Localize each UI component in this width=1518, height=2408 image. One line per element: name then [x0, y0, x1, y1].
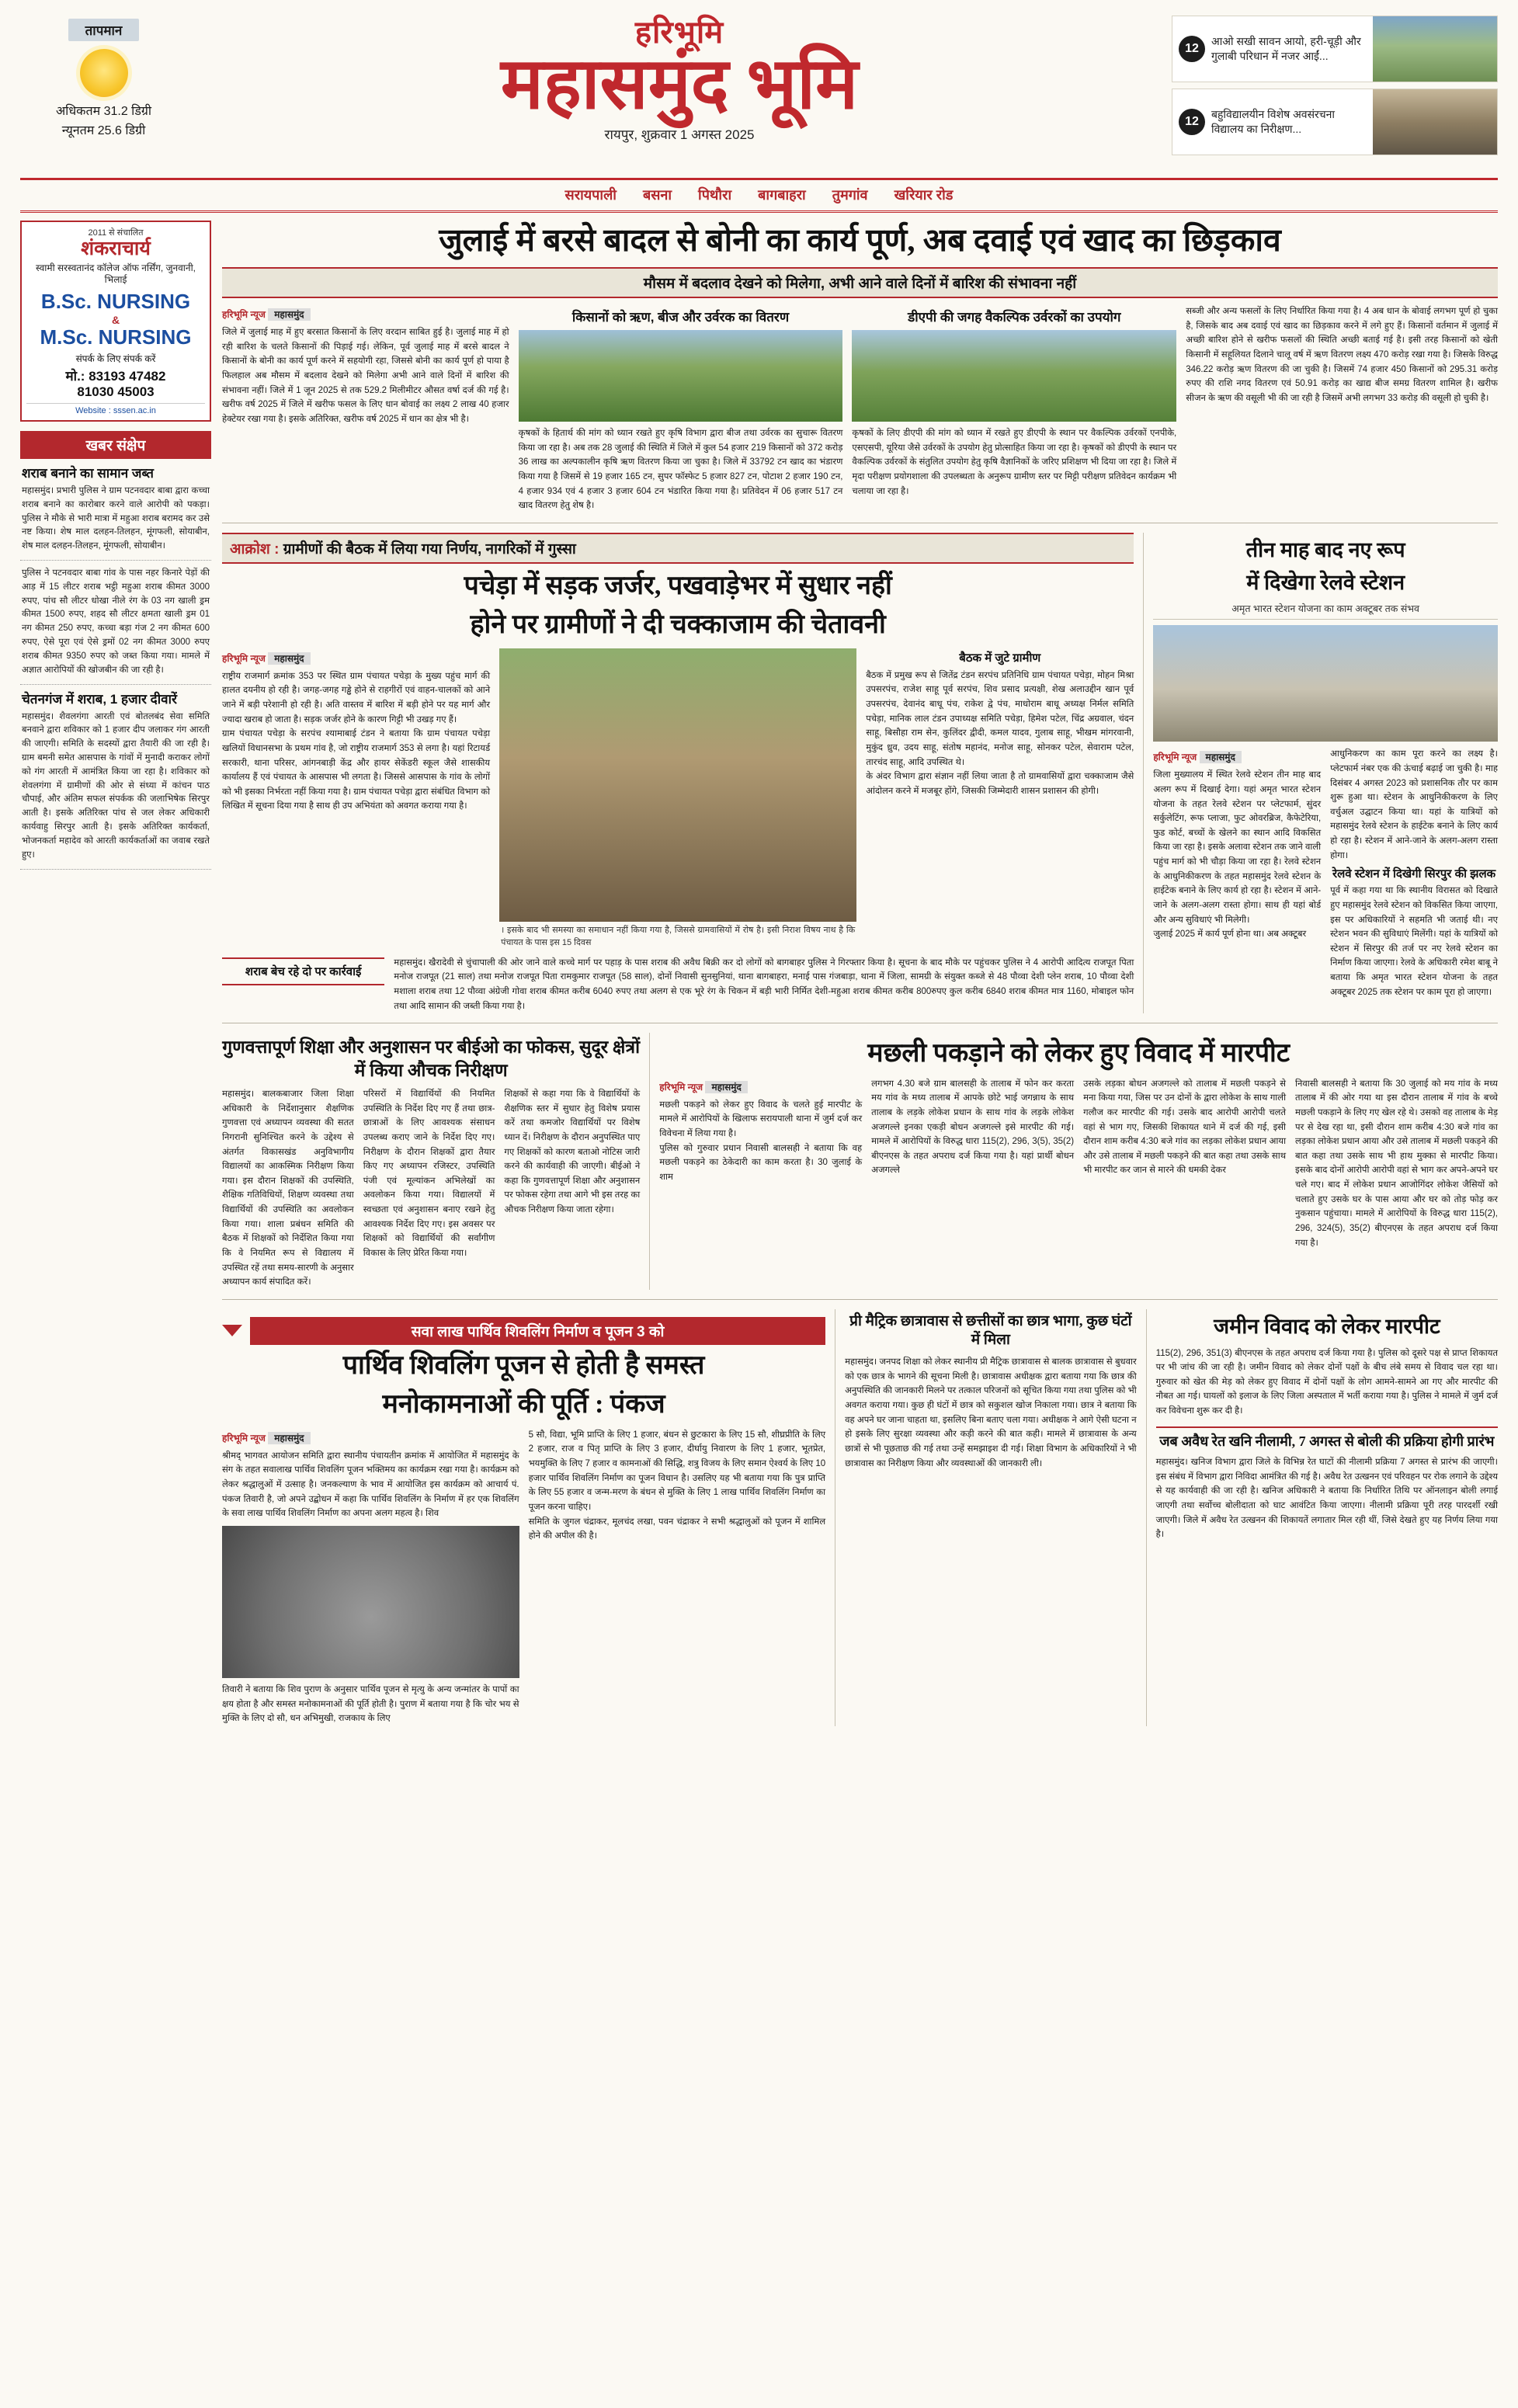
anger-headline-line1: पचेड़ा में सड़क जर्जर, पखवाड़ेभर में सुधार नहीं — [464, 571, 892, 600]
fourth-section — [222, 1309, 1498, 1726]
byline-location: महासमुंद — [268, 652, 310, 665]
advertisement-nursing-college[interactable] — [20, 221, 211, 422]
railway-body-3: पूर्व में कहा गया था कि स्थानीय विरासत को दिखाते हुए महासमुंद रेलवे स्टेशन को विकसित किया जाएगा, इस पर अधिकारियों ने सहमति भी जताई थी। नए स्टेशन भवन की सुविधाएं मिलेंगी। यहां के यात्रियों को स्टेशन में सिरपुर की तर्ज पर नए रेलवे स्टेशन का निर्माण किया जाएगा। रेलवे के अधिकारी रमेश बाबू ने बताया कि अमृत भारत स्टेशन योजना के तहत अक्टूबर 2025 तक स्टेशन पर काम पूरा हो जाएगा। — [1330, 886, 1498, 997]
fight-col-1 — [659, 1077, 862, 1251]
railway-photo — [1153, 625, 1498, 742]
railway-col-1 — [1153, 747, 1321, 999]
anger-body-3: के अंदर विभाग द्वारा संज्ञान नहीं लिया जाता है तो ग्रामवासियों द्वारा चक्काजाम जैसे आंदोलन करने में मजबूर होंगे, जिसकी जिम्मेदारी शासन प्रशासन की होगी। — [866, 772, 1134, 796]
byline — [222, 1431, 519, 1444]
brief-title: शराब बनाने का सामान जब्त — [22, 465, 154, 481]
lead-col-1 — [222, 304, 509, 513]
temperature-widget — [20, 14, 187, 141]
liquor-story — [222, 956, 1134, 1014]
byline-outlet: हरिभूमि न्यूज — [222, 1432, 266, 1444]
byline-outlet: हरिभूमि न्यूज — [222, 309, 266, 321]
byline-location: महासमुंद — [705, 1081, 747, 1093]
railway-subhead: रेलवे स्टेशन में दिखेगी सिरपुर की झलक — [1332, 867, 1496, 881]
shiv-body-2: 5 सौ, विद्या, भूमि प्राप्ति के लिए 1 हजार, बंधन से छुटकारा के लिए 15 सौ, शीघ्रप्रीति के लिए 2 हजार, राज व पितृ प्राप्ति के लिए 3 हजार, दीर्घायु निवारण के लिए 1 हजार, भूतप्रेत, भयमुक्ति के लिए 7 हजार व कामनाओं की सिद्धि, शत्रु विजय के लिए समान ऐश्वर्य के लिए 10 हजार पार्थिव शिवलिंग निर्माण का पूजन विधान है। उसलिए यह भी बताया गया कि पुत्र प्राप्ति के लिए 55 हजार व जन्म-मरण के बंधन से मुक्ति के लिए 1 लाख पार्थिव शिवलिंग निर्माण का पूजन करना चाहिए। — [528, 1430, 826, 1512]
shiv-columns — [222, 1428, 825, 1726]
ad-phone-1: मो.: 83193 47482 — [65, 368, 166, 384]
lead-col-2 — [519, 304, 843, 513]
brand-main: महासमुंद भूमि — [500, 44, 859, 123]
sun-icon — [80, 49, 128, 97]
student-body: महासमुंद। जनपद शिक्षा को लेकर स्थानीय प्री मैट्रिक छात्रावास से बालक छात्रावास से बुधवार को एक छात्र के भागने की सूचना मिली है। छात्रावास अधीक्षक द्वारा बताया गया कि छात्र की अनुपस्थिति की जानकारी मिलने पर तत्काल परिजनों को सूचित किया गया तथा पुलिस को भी अवगत कराया गया। कुछ ही घंटों में छात्र को सकुशल खोज निकाला गया। छात्र ने बताया कि वह अपने घर जाना चाहता था, इसलिए बिना बताए चला गया। अधीक्षक ने आगे ऐसी घटना न हो इसके लिए सुरक्षा व्यवस्था और कड़ी करने की बात कही। मामले में छात्रावास के अन्य छात्रों से भी पूछताछ की गई तथा उन्हें समझाइश दी गई। शिक्षा विभाग के अधिकारियों ने भी छात्रावास का निरीक्षण किया और व्यवस्थाओं की जानकारी ली। — [845, 1357, 1137, 1468]
shiv-body-1b: तिवारी ने बताया कि शिव पुराण के अनुसार पार्थिव पूजन से मृत्यु के अन्य जन्मांतर के पापों का क्षय होता है और समस्त मनोकामनाओं की पूर्ति होती है। पुराण में बताया गया है कि चोर भय से मुक्ति के लिए दो सौ, धन अभिमुखी, राजकाय के लिए — [222, 1684, 519, 1724]
land-headline: जमीन विवाद को लेकर मारपीट — [1214, 1314, 1440, 1338]
brief-text: महासमुंद। प्रभारी पुलिस ने ग्राम पटनवदार बाबा द्वारा कच्चा शराब बनाने का कारोबार करने वाले आरोपी को पकड़ा। पुलिस ने मौके से भारी मात्रा में महुआ शराब बरामद कर उसे नष्ट किया। शेष माल दलहन-तिलहन, मूंगफली, सोयाबीन, शेष माल दलहन-तिलहन, मूंगफली, सोयाबीन। — [22, 485, 210, 551]
anger-box-text: बैठक में प्रमुख रूप से जितेंद्र टंडन सरपंच प्रतिनिधि ग्राम पंचायत पचेड़ा, मोहन मिश्रा उपसरपंच, राजेश साहू पूर्व सरपंच, शिव प्रसाद प्रत्यक्षी, शेख अलाउद्दीन खान पूर्व उपसरपंच, देवानंद बाधू पंच, राकेश द्वे पंच, माधोराम बाधू अध्यक्ष निर्मल समिति पचेड़ा, मानिक लाल टंडन उपाध्यक्ष समिति पचेड़ा, हिमेश पटेल, चिंद्र अग्रवाल, चंदन साहू, बिसौहा राम सेन, कुलिंदर द्वीदी, कमल यादव, गुलाब साहू, भीखम मांगरवानी, मुकुंद ध्रुव, उदय साहू, संतोष महानंद, मनोज साहू, सोनकर पटेल, सेवाराम पटेल, तारचंद साहू, आदि उपस्थित थे। — [866, 670, 1134, 767]
ad-website[interactable]: Website : sssen.ac.in — [26, 403, 205, 415]
brief-text: पुलिस ने पटनवदार बाबा गांव के पास नहर किनारे पेड़ों की आड़ में 15 लीटर शराब भट्ठी महुआ शराब कीमत 3000 रुपए, पांच सौ लीटर धोखा नीले रंग के 03 नग खाली ड्रम कीमत 1500 रुपए, शहद सौ लीटर क्षमता खाली ड्रम 01 नग कीमत 250 रुपए, कच्चा बड़ा गंज 2 नग कीमत 600 रुपए, ऐसे पूरा एवं ऐसे ड्रमों 02 नग कीमत 3000 रुपए शराब कीमत 9350 रुपए को जब्त किया गया। मामले में अज्ञात आरोपियों की खोजबीन की जा रही है। — [22, 568, 210, 675]
edition-item[interactable]: बसना — [642, 187, 672, 203]
edition-item[interactable]: खरियार रोड — [894, 187, 954, 203]
lead-photo-field — [852, 330, 1176, 422]
shiv-body-1: श्रीमद् भागवत आयोजन समिति द्वारा स्थानीय पंचायतीन क्रमांक में आयोजित में महासमुंद के संग के तहत सवालाख पार्थिव शिवलिंग पूजन भक्तिमय का कार्यक्रम रखा गया है। कार्यक्रम को लेकर श्रद्धालुओं में उत्साह है। जनकल्याण के भाव में आयोजित इस कार्यक्रम को आचार्य पं. पंकज तिवारी है, जो अपने उद्बोधन में कहा कि पार्थिव शिवलिंग के निर्माण में हर एक शिवलिंग के सवा लाख पार्थिव शिवलिंग निर्माण का अपना अलग महत्व है। शिव — [222, 1451, 519, 1519]
railway-note: अमृत भारत स्टेशन योजना का काम अक्टूबर तक संभव — [1153, 602, 1498, 620]
student-headline: प्री मैट्रिक छात्रावास से छत्तीसों का छात्र भागा, कुछ घंटों में मिला — [849, 1312, 1132, 1349]
ad-course-msc: M.Sc. NURSING — [40, 325, 192, 349]
anger-photo-caption: । इसके बाद भी समस्या का समाधान नहीं किया गया है, जिससे ग्रामवासियों में रोष है। इसी निराश विषय नाथ है कि पंचायत के पास इस 15 दिवस — [501, 925, 856, 947]
news-brief-item[interactable] — [20, 685, 211, 870]
fight-body-1b: पुलिस को गुरुवार प्रधान निवासी बालसही ने बताया कि वह मछली पकड़ने का ठेकेदारी का काम करता है। 30 जुलाई के शाम — [659, 1143, 863, 1182]
brief-text: महासमुंद। शैवलगंगा आरती एवं बोतलबंद सेवा समिति बनवाने द्वारा शविकार को 1 हजार दीप जलाकर गंग आरती की जाएगी। समिति के सदस्यों द्वारा तैयारी की जा रही है। ग्राम बमनी समेत आसपास के गांवों में मुनादी कराकर लोगों को गंग आरती में आमंत्रित किया जा रहा है। शविकार को शेवलगंगा में ग्रामीणों की ओर से संध्या में कांचन पाठ चौपाई, और अंतिम सफल संपर्कक की जलाभिषेक सिरपुर आती है। इसके अतिरिक्त पांच से जल लेकर अधिकारी कार्यवाहु सिरपुर आती है। इसके अतिरिक्त कार्यकर्ता, भोजनकर्ता महादेव को आरती कार्यकर्ताओं का जवाब रखते हुए। — [22, 711, 210, 860]
anger-body-1b: ग्राम पंचायत पचेड़ा के सरपंच श्यामाबाई टंडन ने बताया कि ग्राम पंचायत पचेड़ा खलियों विधानसभा के प्रथम गांव है, जो राष्ट्रीय राजमार्ग 353 से लगा है। यहां रिटायर्ड सरकारी, थाना परिसर, आंगनबाड़ी केंद्र और हायर सेकेंडरी स्कूल जैसे शासकीय कार्यालय हैं एवं पंचायत के आसपास भी लगता है। जिससे आसपास के गांव के लोगों को भी इसका निर्भरता नहीं किया गया है। ग्राम पंचायत पचेड़ा द्वारा संबंधित विभाग को लिखित में सूचना दिया गया है साथ ही उप अभियंता को अवगत कराया गया है। — [222, 729, 491, 811]
third-section — [222, 1033, 1498, 1290]
byline — [222, 652, 490, 665]
brief-title: चेतनगंज में शराब, 1 हजार दीवारें — [22, 691, 177, 707]
lead-body-3: कृषकों के लिए डीएपी की मांग को ध्यान में रखते हुए डीएपी के स्थान पर वैकल्पिक उर्वरकों एनपीके, एसएसपी, यूरिया जैसे उर्वरकों के उपयोग हेतु प्रोत्साहित किया जा रहा है। कृषकों को डीएपी के स्थान पर वैकल्पिक उर्वरकों के संतुलित उपयोग हेतु कृषि वैज्ञानिकों के जरिए प्रशिक्षण भी दिया जा रहा है। जिले में मृदा परीक्षण प्रयोगशाला की उपलब्धता के अनुरूप ग्रामीण स्तर पर मिट्टी परीक्षण प्रतिवेदन कार्यक्रम भी चलाया जा रहा है। — [852, 429, 1177, 496]
edition-item[interactable]: तुमगांव — [832, 187, 868, 203]
news-brief-header: खबर संक्षेप — [20, 431, 211, 459]
beo-body-2: परिसरों में विद्यार्थियों की नियमित उपस्थिति के निर्देश दिए गए हैं तथा छात्र-छात्राओं के लिए आवश्यक संसाधन उपलब्ध कराए जाने के निर्देश दिए गए। निरीक्षण के दौरान शिक्षकों द्वारा तैयार किए गए अध्यापन रजिस्टर, उपस्थिति पंजी एवं मूल्यांकन अभिलेखों का अवलोकन किया गया। विद्यालयों में स्वच्छता एवं अनुशासन बनाए रखने हेतु आवश्यक निर्देश दिए गए। इस अवसर पर शिक्षकों को विद्यार्थियों की सर्वांगीण विकास के लिए प्रेरित किया गया। — [363, 1089, 495, 1258]
promo-column — [1172, 14, 1498, 155]
title-block — [187, 14, 1172, 143]
railway-headline-line2: में दिखेगा रेलवे स्टेशन — [1246, 570, 1405, 594]
ad-phone-2: 81030 45003 — [77, 384, 155, 399]
temperature-min: न्यूनतम 25.6 डिग्री — [61, 124, 146, 137]
fight-headline: मछली पकड़ाने को लेकर हुए विवाद में मारपीट — [867, 1039, 1290, 1068]
promo-text: आओ सखी सावन आयो, हरी-चूड़ी और गुलाबी परिधान में नजर आईं... — [1211, 35, 1361, 62]
temperature-label: तापमान — [68, 19, 140, 41]
shiv-band — [222, 1317, 825, 1345]
ad-subtitle: स्वामी सरस्वतानंद कॉलेज ऑफ नर्सिंग, जुनवानी, भिलाई — [35, 262, 196, 286]
edition-item[interactable]: पिथौरा — [698, 187, 732, 203]
shiv-photo — [222, 1526, 519, 1678]
page-body — [20, 221, 1498, 1726]
railway-body-1: जिला मुख्यालय में स्थित रेलवे स्टेशन तीन माह बाद अलग रूप में दिखाई देगा। यहां अमृत भारत स्टेशन योजना के तहत रेलवे स्टेशन पर प्लेटफार्म, सुंदर सर्कुलेटिंग, रूफ प्लाजा, फुट ओवरब्रिज, कैफेटेरिया, फुड कोर्ट, बच्चों के खेलने का स्थान आदि विकसित किया जा रहा है। इसके अलावा स्टेशन तक जाने वाली पहुंच मार्ग को भी चौड़ा किया जा रहा है। रेलवे स्टेशन के आधुनिकीकरण के तहत महासमुंद रेलवे स्टेशन के हाईटेक बनाने के लिए कार्य हो रहा है। स्टेशन में आने-जाने के अलग-अलग रास्ता होगा। साथ ही यहां बोर्ड और अन्य सुविधाएं भी मिलेगी। — [1153, 770, 1322, 925]
promo-photo — [1373, 89, 1497, 155]
liquor-body-wrap — [394, 956, 1134, 1014]
byline-outlet: हरिभूमि न्यूज — [659, 1081, 703, 1093]
land-dispute-story — [1146, 1309, 1498, 1726]
fight-body-2: लगभग 4.30 बजे ग्राम बालसही के तालाब में फोन कर करता मय गांव के मध्य तालाब में आपके छोटे भाई जगन्नाथ के साथ तालाब के लड़के लोकेश प्रधान के साथ गांव के लड़के लोकेश अजगल्ले इनका एकड़ी बोधन अजगल्ले इसे मारपीट की गई। मामले में आरोपियों के विरुद्ध धारा 115(2), 296, 3(5), 35(2) बीएनएस के तहत अपराध दर्ज किया गया है। यहां प्रार्थी बोधन अजगल्ले — [871, 1079, 1075, 1176]
anger-tag: आक्रोश : — [230, 540, 280, 558]
shiv-headline-line1: पार्थिव शिवलिंग पूजन से होती है समस्त — [342, 1350, 705, 1380]
lead-body-1: जिले में जुलाई माह में हुए बरसात किसानों के लिए वरदान साबित हुई है। जुलाई माह में हो रही बारिश के चलते किसानों की पिड़ाई गई। लेकिन, पूर्व जुलाई माह में बरसे बादल ने किसानों के बोनी का कार्य पूर्ण करने में सहयोगी रहा, जिससे बोनी का कार्य पूर्ण हो पाया है फिलहाल अब मौसम में बदलाव देखने को मिलेगा अभी आने वाले दिनों में बारिश की संभावना नहीं। जिले में 1 जून 2025 से तक 529.2 मिलीमीटर औसत वर्षा दर्ज की गई है। खरीफ वर्ष 2025 में जिले में खरीफ फसल के लिए धान बोवाई का लक्ष्य 2 लाख 40 हजार हेक्टेयर रखा गया है। इसके अतिरिक्त, खरीफ वर्ष 2025 में धान का क्षेत्र भी है। — [222, 328, 509, 424]
promo-item[interactable] — [1172, 16, 1498, 82]
lead-col-3 — [852, 304, 1176, 513]
fight-body-4: निवासी बालसही ने बताया कि 30 जुलाई को मय गांव के मध्य तालाब में की ओर गया था इस दौरान तालाब में गांव के बच्चे मछली पकड़ाने के लिए गए खेल रहे थे। उसको वह तालाब के मेड़ पर से देख रहा था, इसी दौरान शाम करीब 4:30 बजे गांव का लड़का लोकेश प्रधान आया और उसे तालाब में मछली पकड़ने की बात कहा तथा उसके साथ भी हाथ मुक्का से मारपीट किया। इसके बाद दोनों आरोपी आरोपी वहां से भाग कर अपने-अपने घर चले गए। बाद में लोकेश प्रधान आजोगिंदर लोकेश जैसियों को चलाते हुए उसके घर के पास आया और घर को तोड़ फोड़ कर नुकसान पहुंचाया। मामले में आरोपियों के विरुद्ध धारा 115(2), 296, 324(5), 35(2) बीएनएस के तहत अपराध दर्ज किया गया है। — [1295, 1079, 1498, 1248]
railway-body-2: आधुनिकरण का काम पूरा करने का लक्ष्य है। प्लेटफार्म नंबर एक की ऊंचाई बढ़ाई जा चुकी है। माह दिसंबर 4 अगस्त 2023 को प्रशासनिक तौर पर काम शुरू हुआ था। स्टेशन के आधुनिकीकरण के लिए वर्चुअल उद्घाटन किया था। यहां के यात्रियों को महासमुंद रेलवे स्टेशन के हाईटेक बनाने के लिए कार्य हो रहा है। स्टेशन में आने-जाने के अलग-अलग रास्ता होगा। — [1330, 749, 1498, 860]
edition-list — [20, 180, 1498, 213]
anger-col-1 — [222, 648, 490, 950]
student-story — [835, 1309, 1137, 1726]
fishing-fight-story — [649, 1033, 1498, 1290]
liquor-body: महासमुंद। खैरादेवी से चुंचापाली की ओर जाने वाले कच्चे मार्ग पर पहाड़ के पास शराब की अवैध बिक्री कर दो लोगों को बागबाहर पुलिस ने गिरफ्तार किया है। सूचना के बाद मौके पर पहुंचकर पुलिस ने 4 आरोपी आदित्य राजपूत पिता मनोज राजपूत (21 साल) तथा मनोज राजपूत पिता रामकुमार राजपूत (58 साल), दोनों निवासी सुनसुनियां, थाना बागबाहरा, मनाई पास गंजबाड़ा, थाना में जिला, सामग्री के संयुक्त कब्जे से 48 पौव्वा देशी प्लेन शराब, 10 पौव्वा देशी मशाला शराब तथा 12 पौव्वा अंग्रेजी गोवा शराब कीमत करीब 6040 रुपए तथा अलग से एक भूरे रंग के चिकन में बड़ी भारी निर्मित देशी-महुआ शराब कीमत करीब 800रुपए कुल करीब 6840 शराब कीमत मात्र 1160, मोबाइल फोन तथा आदि सामान की जब्ती किया गया है। — [394, 957, 1134, 1011]
anger-col-2 — [499, 648, 856, 950]
beo-story — [222, 1033, 640, 1290]
byline-outlet: हरिभूमि न्यूज — [1153, 752, 1197, 763]
byline-location: महासमुंद — [268, 1432, 310, 1444]
promo-page-number: 12 — [1179, 109, 1205, 135]
ad-ampersand: & — [111, 313, 120, 326]
fight-columns — [659, 1077, 1498, 1251]
lead-photo-crop — [519, 330, 843, 422]
anger-story — [222, 533, 1134, 1013]
anger-box-head: बैठक में जुटे ग्रामीण — [959, 651, 1041, 665]
railway-story — [1143, 533, 1498, 1013]
byline — [1153, 750, 1321, 763]
ad-course-bsc: B.Sc. NURSING — [40, 289, 191, 313]
lead-col-4 — [1186, 304, 1498, 513]
shiv-story — [222, 1309, 825, 1726]
byline-outlet: हरिभूमि न्यूज — [222, 652, 266, 664]
masthead — [20, 14, 1498, 173]
liquor-headline: शराब बेच रहे दो पर कार्रवाई — [222, 957, 384, 985]
mid-section — [222, 533, 1498, 1013]
railway-body-4: जुलाई 2025 में कार्य पूर्ण होना था। अब अक्टूबर — [1153, 929, 1307, 940]
main-column — [222, 221, 1498, 1726]
lead-headline: जुलाई में बरसे बादल से बोनी का कार्य पूर्ण, अब दवाई एवं खाद का छिड़काव — [439, 222, 1281, 258]
railway-headline-line1: तीन माह बाद नए रूप — [1245, 537, 1405, 561]
lead-kicker: मौसम में बदलाव देखने को मिलेगा, अभी आने वाले दिनों में बारिश की संभावना नहीं — [222, 267, 1498, 298]
news-brief-item[interactable] — [20, 459, 211, 561]
ad-established: 2011 से संचालित — [88, 228, 144, 238]
fight-body-3: उसके लड़का बोधन अजगल्ले को तालाब में मछली पकड़ने से मना किया गया, जिस पर उन दोनों के द्वारा लोकेश के साथ गाली गलौज कर मारपीट की गई। उसके बाद आरोपी आरोपी चलते वहां से भाग गए, जिसकी शिकायत थाने में दर्ज की गई, इसी दौरान शाम करीब 4:30 बजे गांव का लड़का लोकेश प्रधान आया और उसे तालाब में मछली पकड़ने की बात कहा तथा उसके साथ भी मारपीट कर जान से मारने की धमकी देकर — [1083, 1079, 1287, 1176]
lead-columns — [222, 304, 1498, 513]
shiv-col-2 — [529, 1428, 826, 1726]
lead-body-4: सब्जी और अन्य फसलों के लिए निर्धारित किया गया है। 4 अब धान के बोवाई लगभग पूर्ण हो चुका है, जिसके बाद अब दवाई एवं खाद का छिड़काव करने में लगे हुए हैं। किसानों वर्तमान में जुलाई में अच्छी बारिश होने से खरीफ फसलों की स्थिति अच्छी बताई गई है। इसी तरह किसानों को खेती किसानी में सहूलियत दिलाने चालू वर्ष में ऋण वितरण लक्ष्य 470 करोड़ रखा गया है। जिसके विरुद्ध 346.22 करोड़ ऋण वितरण की जा चुकी है। जिसमें 74 हजार 450 किसानों को 295.31 करोड़ रुपए की राशि नगद वितरण एवं 50.91 करोड़ का खाद्य बीज समग्र वितरण शामिल है। खरीफ सीजन के ऋण की वसूली भी की जा रही है जिसमें अभी लगभग 33 करोड़ की वसूली हो चुकी है। — [1186, 307, 1498, 403]
promo-item[interactable] — [1172, 89, 1498, 155]
byline-location: महासमुंद — [268, 308, 310, 321]
lead-subhead-2: डीएपी की जगह वैकल्पिक उर्वरकों का उपयोग — [908, 310, 1121, 325]
lead-subhead-1: किसानों को ऋण, बीज और उर्वरक का वितरण — [571, 310, 790, 325]
beo-columns — [222, 1087, 640, 1290]
anger-kicker: ग्रामीणों की बैठक में लिया गया निर्णय, नागरिकों में गुस्सा — [283, 540, 576, 558]
shiv-col-1 — [222, 1428, 519, 1726]
lead-story — [222, 221, 1498, 513]
beo-body-3: शिक्षकों से कहा गया कि वे विद्यार्थियों के शैक्षणिक स्तर में सुधार हेतु विशेष प्रयास करें तथा कमजोर विद्यार्थियों पर विशेष ध्यान दें। निरीक्षण के दौरान अनुपस्थित पाए गए शिक्षकों को कारण बताओ नोटिस जारी करने की कार्यवाही की जाएगी। बीईओ ने कहा कि गुणवत्तापूर्ण शिक्षा और अनुशासन पर फोकस रहेगा तथा आगे भी इस तरह का औचक निरीक्षण किया जाता रहेगा। — [504, 1089, 641, 1215]
shiv-body-2b: समिति के जुगल चंद्राकर, मूलचंद लखा, पवन चंद्राकर ने सभी श्रद्धालुओं को पूजन में शामिल होने की अपील की है। — [528, 1517, 826, 1541]
promo-text: बहुविद्यालयीन विशेष अवसंरचना विद्यालय का निरीक्षण... — [1211, 108, 1336, 135]
lead-body-2: कृषकों के हितार्थ की मांग को ध्यान रखते हुए कृषि विभाग द्वारा बीज तथा उर्वरक का सुचारू वितरण किया जा रहा है। अब तक 28 जुलाई की स्थिति में जिले में कुल 54 हजार 219 किसानों को 372 करोड़ 36 लाख का अल्पकालीन कृषि ऋण वितरण किया जा चुका है। जिले में 33792 टन खाद का भंडारण किया गया है जिसमें से 19 हजार 165 टन, सुपर फॉस्फेट 5 हजार 827 टन, पोटाश 2 हजार 190 टन, 4 हजार 934 एवं 4 हजार 3 हजार 604 टन भंडारित किया गया है। प्रतिवेदन में 06 हजार 517 टन खाद वितरण हेतु शेष है। — [518, 429, 843, 511]
byline — [222, 308, 509, 321]
news-brief-item[interactable] — [20, 561, 211, 685]
ad-contact-label: संपर्क के लिए संपर्क करें — [75, 353, 156, 365]
byline-location: महासमुंद — [1200, 751, 1242, 763]
promo-page-number: 12 — [1179, 36, 1205, 62]
land-body: 115(2), 296, 351(3) बीएनएस के तहत अपराध दर्ज किया गया है। पुलिस को दूसरे पक्ष से प्राप्त शिकायत पर भी जांच की जा रही है। जमीन विवाद को लेकर दोनों पक्षों के बीच लंबे समय से विवाद चल रहा था। गुरुवार को खेत की मेड़ को लेकर हुए विवाद में दोनों पक्षों के लोग आमने-सामने आ गए और मारपीट की नौबत आ गई। घायलों को इलाज के लिए जिला अस्पताल में भर्ती कराया गया है। पुलिस ने मामले में जुर्म दर्ज कर विवेचना शुरू कर दी है। — [1155, 1348, 1498, 1416]
anger-columns — [222, 648, 1134, 950]
railway-col-2 — [1330, 747, 1498, 999]
railway-columns — [1153, 747, 1498, 999]
anger-kicker-bar — [222, 533, 1134, 564]
left-rail — [20, 221, 211, 1726]
edition-item[interactable]: सरायपाली — [564, 187, 617, 203]
anger-body-1: राष्ट्रीय राजमार्ग क्रमांक 353 पर स्थित ग्राम पंचायत पचेड़ा के मुख्य पहुंच मार्ग की हालत दयनीय हो रही है। जगह-जगह गड्ढे होने से राहगीरों एवं वाहन-चालकों को आने जाने में बड़ी परेशानी हो रही है। अति वास्तव में बारिश में बड़ी होने पर यह मार्ग और ज्यादा खराब हो जाता है। सड़क जर्जर होने के कारण गिट्टी भी उखड़ गए हैं। — [222, 671, 491, 724]
temperature-max: अधिकतम 31.2 डिग्री — [55, 105, 152, 118]
ad-title: शंकराचार्य — [81, 238, 151, 259]
beo-headline: गुणवत्तापूर्ण शिक्षा और अनुशासन पर बीईओ का फोकस, सुदूर क्षेत्रों में किया औचक निरीक्षण — [222, 1037, 641, 1081]
anger-photo-road — [499, 648, 856, 922]
anger-col-3 — [866, 648, 1134, 950]
promo-photo — [1373, 16, 1497, 82]
shiv-headline-line2: मनोकामनाओं की पूर्ति : पंकज — [382, 1390, 665, 1419]
beo-body-1: महासमुंद। बालकबाजार जिला शिक्षा अधिकारी के निर्देशानुसार शैक्षणिक गुणवत्ता एवं अध्यापन व्यवस्था की सतत निगरानी सुनिश्चित करने के उद्देश्य से अंतर्गत विकासखंड अनुविभागीय विद्यालयों का आकस्मिक निरीक्षण किया गया। इस दौरान शिक्षकों की उपस्थिति, शैक्षिक गतिविधियों, शिक्षण व्यवस्था तथा विद्यार्थियों की उपस्थिति का अवलोकन किया गया। शाला प्रबंधन समिति की बैठक में शिक्षकों को निर्देशित किया गया कि वे नियमित रूप से विद्यालय में उपस्थित रहें तथा समय-सारणी के अनुसार अध्यापन कार्य संपादित करें। — [222, 1089, 354, 1287]
auction-body: महासमुंद। खनिज विभाग द्वारा जिले के विभिन्न रेत घाटों की नीलामी प्रक्रिया 7 अगस्त से प्रारंभ की जाएगी। इस संबंध में विभाग द्वारा निविदा आमंत्रित की गई है। अवैध रेत उत्खनन एवं परिवहन पर रोक लगाने के उद्देश्य से यह कार्यवाही की जा रही है। खनिज अधिकारी ने बताया कि निर्धारित तिथि पर ऑनलाइन बोली लगाई जाएगी तथा सर्वोच्च बोलीदाता को घाट आवंटित किया जाएगा। नीलामी प्रक्रिया पूरी तरह पारदर्शी रखी जाएगी। जिले में अवैध रेत उत्खनन की शिकायतें लगातार मिल रही थीं, जिसे देखते हुए यह निर्णय लिया गया है। — [1155, 1458, 1498, 1540]
issue-line: रायपुर, शुक्रवार 1 अगस्त 2025 — [604, 127, 755, 142]
brand-small: हरिभूमि — [634, 15, 724, 50]
byline — [659, 1080, 862, 1093]
shiv-band-text: सवा लाख पार्थिव शिवलिंग निर्माण व पूजन 3 को — [250, 1317, 825, 1345]
edition-item[interactable]: बागबाहरा — [758, 187, 806, 203]
anger-headline-line2: होने पर ग्रामीणों ने दी चक्काजाम की चेतावनी — [470, 610, 886, 640]
fight-body-1: मछली पकड़ने को लेकर हुए विवाद के चलते हुई मारपीट के मामले में आरोपियों के खिलाफ सरायपाली थाना में जुर्म दर्ज कर विवेचना में लिया गया है। — [659, 1100, 863, 1138]
auction-headline: जब अवैध रेत खनि नीलामी, 7 अगस्त से बोली की प्रक्रिया होगी प्रारंभ — [1159, 1433, 1495, 1449]
liquor-head-wrap — [222, 956, 384, 1014]
triangle-icon — [222, 1325, 242, 1336]
divider — [222, 1299, 1498, 1300]
